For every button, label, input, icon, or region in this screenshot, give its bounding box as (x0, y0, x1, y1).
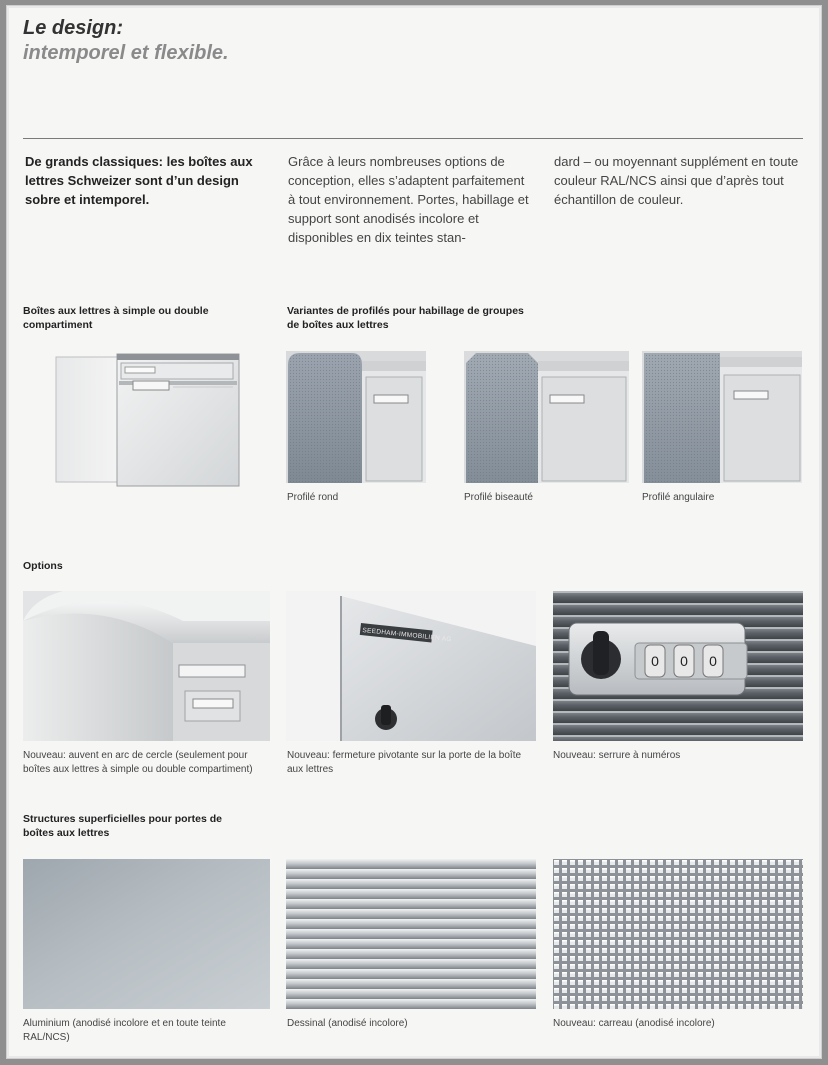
intro-column-2: Grâce à leurs nombreuses options de conception, elles s’adaptent parfaitement à tout environnement. Portes, habillage et support sont anodisés incolore et disponibles en dix teintes stan- (288, 154, 529, 245)
mailbox-single-image (53, 351, 243, 491)
caption-option-combo: Nouveau: serrure à numéros (553, 750, 681, 761)
texture-carreau-image (553, 859, 803, 1009)
caption-texture-aluminium: Aluminium (anodisé incolore et en toute teinte RAL/NCS) (23, 1018, 226, 1043)
caption-profile-bevel: Profilé biseauté (464, 492, 533, 503)
section-heading-profiles: Variantes de profilés pour habillage de groupes de boîtes aux lettres (287, 305, 524, 331)
profile-round-image (286, 351, 426, 483)
texture-aluminium-image (23, 859, 270, 1009)
intro-column-3: dard – ou moyennant supplément en toute couleur RAL/NCS ainsi que d’après tout échantillon de couleur. (554, 154, 799, 207)
section-heading-options: Options (23, 560, 63, 572)
page-title: Le design: (23, 17, 124, 39)
nameplate-text: SEEDHAM-IMMOBILIEN AG (362, 626, 453, 644)
section-heading-compartment: Boîtes aux lettres à simple ou double compartiment (23, 305, 209, 331)
section-heading-structures: Structures superficielles pour portes de boîtes aux lettres (23, 813, 222, 839)
brochure-page (6, 5, 822, 1059)
combo-digit-3: 0 (709, 653, 717, 669)
caption-texture-carreau: Nouveau: carreau (anodisé incolore) (553, 1018, 715, 1029)
caption-texture-dessinal: Dessinal (anodisé incolore) (287, 1018, 408, 1029)
caption-profile-angular: Profilé angulaire (642, 492, 715, 503)
caption-option-lock: Nouveau: fermeture pivotante sur la porte de la boîte aux lettres (287, 750, 522, 775)
option-awning-image (23, 591, 270, 741)
combo-digit-1: 0 (651, 653, 659, 669)
page-subtitle: intemporel et flexible. (23, 42, 229, 64)
combo-digit-2: 0 (680, 653, 688, 669)
header-divider (23, 138, 803, 139)
profile-angular-image (642, 351, 802, 483)
profile-bevel-image (464, 351, 629, 483)
caption-profile-round: Profilé rond (287, 492, 339, 503)
caption-option-awning: Nouveau: auvent en arc de cercle (seulement pour boîtes aux lettres à simple ou double compartiment) (23, 750, 253, 775)
texture-dessinal-image (286, 859, 536, 1009)
option-combination-lock-image (553, 591, 803, 741)
option-pivot-lock-image (286, 591, 536, 741)
intro-lead: De grands classiques: les boîtes aux lettres Schweizer sont d’un design sobre et intemporel. (25, 154, 253, 207)
